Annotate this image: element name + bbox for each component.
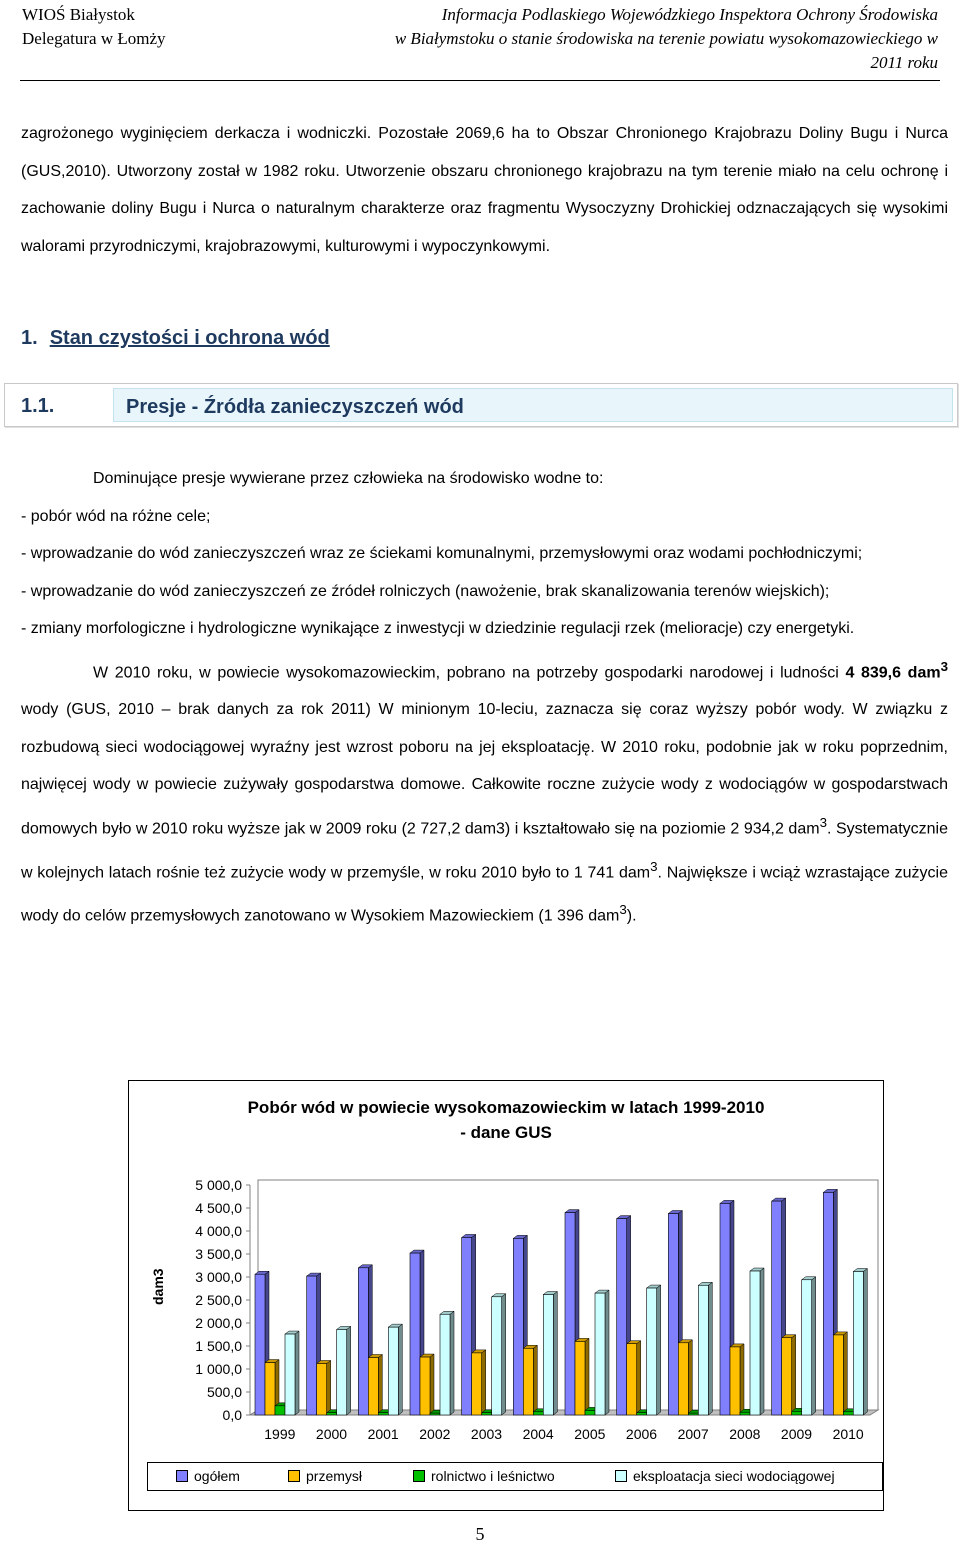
- bar-rolnictwo-i-leśnictwo-2010: [843, 1412, 853, 1415]
- bar-rolnictwo-i-leśnictwo-2009: [792, 1411, 802, 1415]
- bar-rolnictwo-i-leśnictwo-2005: [585, 1410, 595, 1415]
- bar-rolnictwo-i-leśnictwo-2002: [430, 1413, 440, 1415]
- bar-eksploatacja-sieci-wodociągowej-1999: [285, 1334, 295, 1415]
- bar-side: [378, 1355, 382, 1416]
- x-tick-label: 2002: [419, 1426, 451, 1442]
- legend-swatch: [615, 1470, 627, 1482]
- y-tick-label: 0,0: [222, 1407, 242, 1423]
- bar-rolnictwo-i-leśnictwo-2003: [482, 1413, 492, 1415]
- pressure-item-4: - zmiany morfologiczne i hydrologiczne wynikające z inwestycji w dziedzinie regulacji rzek (melioracje) czy energetyki.: [21, 620, 855, 637]
- pressure-item-1: - pobór wód na różne cele;: [21, 507, 211, 525]
- bar-ogółem-2004: [513, 1238, 523, 1415]
- x-tick-label: 2009: [780, 1426, 813, 1442]
- bar-przemysł-2004: [523, 1348, 533, 1415]
- chart-y-axis-label: dam3: [150, 1268, 166, 1305]
- subsection-number: 1.1.: [21, 395, 55, 417]
- bar-eksploatacja-sieci-wodociągowej-2000: [337, 1329, 347, 1415]
- bar-side: [295, 1331, 299, 1415]
- bar-side: [327, 1360, 331, 1415]
- bar-przemysł-2001: [368, 1358, 378, 1416]
- pressure-item-3: - wprowadzanie do wód zanieczyszczeń ze źródeł rolniczych (nawożenie, brak skanalizowania terenów wiejskich);: [21, 582, 830, 600]
- bar-side: [740, 1344, 744, 1415]
- bar-side: [637, 1341, 641, 1415]
- bar-side: [430, 1354, 434, 1415]
- bar-przemysł-2006: [627, 1344, 637, 1415]
- bar-przemysł-1999: [265, 1363, 275, 1415]
- bar-ogółem-2003: [462, 1237, 472, 1415]
- bar-eksploatacja-sieci-wodociągowej-2007: [698, 1285, 708, 1415]
- bar-eksploatacja-sieci-wodociągowej-2001: [388, 1327, 398, 1415]
- y-tick-label: 2 000,0: [195, 1315, 242, 1331]
- section-title: Stan czystości i ochrona wód: [49, 327, 330, 349]
- bar-ogółem-2010: [823, 1192, 833, 1415]
- bar-eksploatacja-sieci-wodociągowej-2009: [802, 1280, 812, 1415]
- bar-eksploatacja-sieci-wodociągowej-2002: [440, 1314, 450, 1415]
- bar-ogółem-2007: [668, 1214, 678, 1415]
- header-org-line2: Delegatura w Łomży: [22, 29, 166, 48]
- bar-przemysł-2008: [730, 1347, 740, 1415]
- total-water-value: 4 839,6 dam: [845, 663, 941, 681]
- bar-ogółem-2006: [617, 1219, 627, 1415]
- y-tick-label: 3 000,0: [195, 1269, 242, 1285]
- bar-side: [657, 1285, 661, 1415]
- bar-przemysł-2007: [678, 1343, 688, 1415]
- bar-side: [482, 1350, 486, 1415]
- x-tick-label: 1999: [264, 1426, 296, 1442]
- bar-eksploatacja-sieci-wodociągowej-2005: [595, 1293, 605, 1415]
- bar-eksploatacja-sieci-wodociągowej-2008: [750, 1271, 760, 1415]
- water-paragraph: W 2010 roku, w powiecie wysokomazowieckim, pobrano na potrzeby gospodarki narodowej i ludności 4 839,6 dam$^3$ wody (GUS, 2010 – brak danych za rok 2011) W minionym 10-leciu, zaznacza się coraz wyższy pobór wody. W związku z rozbudową sieci wodociągowej wyraźny jest wzrost poboru na jej eksploatację. W 2010 roku, podobnie jak w roku poprzednim, najwięcej wody w powiecie zużywały gospodarstwa domowe. Całkowite roczne zużycie wody z wodociągów w gospodarstwach domowych było w 2010 roku wyższe jak w 2009 roku (2 727,2 dam3) i kształtowało się na poziomie 2 934,2 dam$^3$. Systematycznie w kolejnych latach rośnie też zużycie wody w przemyśle, w roku 2010 było to 1 741 dam$^3$. Największe i wciąż wzrastające zużycie wody do celów przemysłowych zanotowano w Wysokiem Mazowieckiem (1 396 dam$^3$).: [21, 658, 949, 925]
- header-org-line1: WIOŚ Białystok: [22, 5, 135, 24]
- x-tick-label: 2006: [625, 1426, 658, 1442]
- x-tick-label: 2004: [522, 1426, 554, 1442]
- x-tick-label: 2008: [729, 1426, 761, 1442]
- legend-swatch: [176, 1470, 188, 1482]
- header-title-line2: w Białymstoku o stanie środowiska na terenie powiatu wysokomazowieckiego w: [394, 29, 938, 48]
- bar-ogółem-2009: [772, 1201, 782, 1415]
- legend-item-agriculture: rolnictwo i leśnictwo: [413, 1468, 555, 1484]
- bar-eksploatacja-sieci-wodociągowej-2004: [543, 1294, 553, 1415]
- bar-rolnictwo-i-leśnictwo-2008: [740, 1412, 750, 1415]
- bar-side: [398, 1324, 402, 1415]
- bar-side: [605, 1290, 609, 1415]
- legend-item-industry: przemysł: [288, 1468, 362, 1484]
- bar-side: [553, 1291, 557, 1415]
- bar-przemysł-2009: [782, 1338, 792, 1415]
- bar-rolnictwo-i-leśnictwo-1999: [275, 1406, 285, 1415]
- y-tick-label: 2 500,0: [195, 1292, 242, 1308]
- header-title-line3: 2011 roku: [870, 53, 938, 72]
- bar-side: [533, 1345, 537, 1415]
- bar-przemysł-2000: [317, 1363, 327, 1415]
- bar-side: [450, 1311, 454, 1415]
- y-tick-label: 3 500,0: [195, 1246, 242, 1262]
- bar-przemysł-2002: [420, 1357, 430, 1415]
- x-tick-label: 2007: [677, 1426, 709, 1442]
- pressure-item-2: - wprowadzanie do wód zanieczyszczeń wraz ze ściekami komunalnymi, przemysłowymi oraz wodami pochłodniczymi;: [21, 545, 863, 562]
- bar-ogółem-2005: [565, 1213, 575, 1415]
- y-tick-label: 1 500,0: [195, 1338, 242, 1354]
- chart-title: Pobór wód w powiecie wysokomazowieckim w latach 1999-2010 - dane GUS: [247, 1098, 765, 1142]
- bar-side: [843, 1332, 847, 1415]
- bar-eksploatacja-sieci-wodociągowej-2010: [853, 1271, 863, 1415]
- y-tick-label: 500,0: [206, 1384, 242, 1400]
- bar-rolnictwo-i-leśnictwo-2006: [637, 1413, 647, 1415]
- bar-side: [502, 1294, 506, 1415]
- legend-swatch: [413, 1470, 425, 1482]
- bar-side: [347, 1326, 351, 1415]
- bar-side: [812, 1277, 816, 1415]
- subsection-title: Presje - Źródła zanieczyszczeń wód: [113, 388, 953, 422]
- y-tick-label: 4 000,0: [195, 1223, 242, 1239]
- bar-przemysł-2005: [575, 1341, 585, 1415]
- x-tick-label: 2001: [367, 1426, 399, 1442]
- header-title-line1: Informacja Podlaskiego Wojewódzkiego Inspektora Ochrony Środowiska: [441, 5, 938, 24]
- page-number: 5: [475, 1524, 485, 1544]
- x-tick-label: 2005: [574, 1426, 606, 1442]
- x-tick-label: 2010: [832, 1426, 864, 1442]
- legend-item-total: ogółem: [176, 1468, 240, 1484]
- bar-rolnictwo-i-leśnictwo-2001: [378, 1413, 388, 1415]
- x-tick-label: 2000: [315, 1426, 348, 1442]
- chart-legend: [147, 1462, 883, 1491]
- bar-ogółem-2000: [307, 1276, 317, 1415]
- bar-side: [708, 1282, 712, 1415]
- y-tick-label: 4 500,0: [195, 1200, 242, 1216]
- bar-side: [792, 1335, 796, 1415]
- bar-rolnictwo-i-leśnictwo-2004: [533, 1412, 543, 1415]
- bar-side: [585, 1338, 589, 1415]
- legend-swatch: [288, 1470, 300, 1482]
- bar-side: [760, 1268, 764, 1415]
- section-number: 1.: [21, 327, 38, 349]
- bar-ogółem-2001: [358, 1268, 368, 1415]
- bar-rolnictwo-i-leśnictwo-2000: [327, 1413, 337, 1415]
- bar-rolnictwo-i-leśnictwo-2007: [688, 1413, 698, 1415]
- pressures-intro: Dominujące presje wywierane przez człowieka na środowisko wodne to:: [93, 470, 604, 487]
- bar-eksploatacja-sieci-wodociągowej-2006: [647, 1288, 657, 1415]
- y-tick-label: 1 000,0: [195, 1361, 242, 1377]
- bar-ogółem-2002: [410, 1253, 420, 1415]
- bar-side: [688, 1340, 692, 1415]
- bar-side: [863, 1268, 867, 1415]
- x-tick-label: 2003: [470, 1426, 503, 1442]
- bar-ogółem-2008: [720, 1203, 730, 1415]
- bar-ogółem-1999: [255, 1274, 265, 1415]
- y-tick-label: 5 000,0: [195, 1177, 242, 1193]
- bar-przemysł-2003: [472, 1353, 482, 1415]
- bar-przemysł-2010: [833, 1335, 843, 1415]
- intro-paragraph: zagrożonego wyginięciem derkacza i wodniczki. Pozostałe 2069,6 ha to Obszar Chronionego Krajobrazu Doliny Bugu i Nurca (GUS,2010). Utworzony został w 1982 roku. Utworzenie obszaru chronionego krajobrazu na tym terenie miało na celu ochronę i zachowanie doliny Bugu i Nurca o naturalnym charakterze oraz fragmentu Wysoczyzny Drohickiej odznaczających się wysokimi walorami przyrodniczymi, krajobrazowymi, kulturowymi i wypoczynkowymi.: [21, 125, 948, 255]
- bar-eksploatacja-sieci-wodociągowej-2003: [492, 1297, 502, 1415]
- legend-item-network: eksploatacja sieci wodociągowej: [615, 1468, 835, 1484]
